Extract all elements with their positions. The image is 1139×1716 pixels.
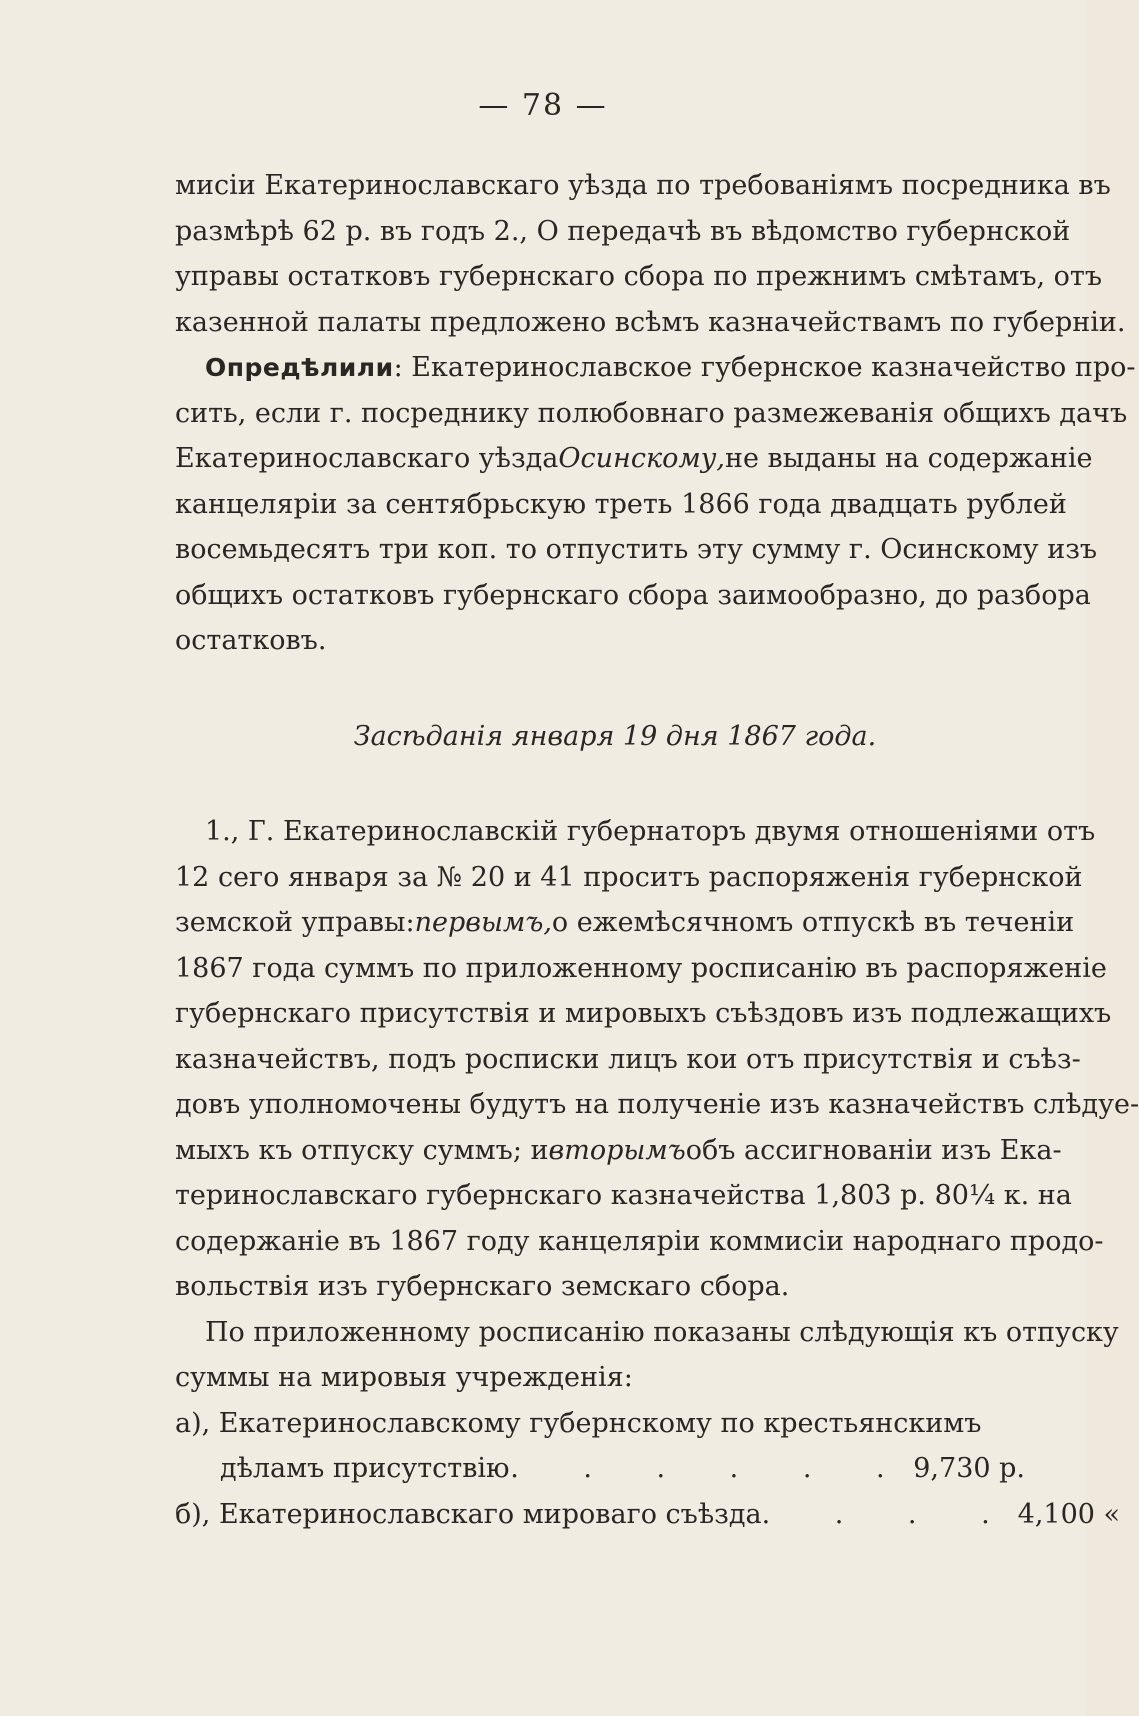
resolution-first-line: Опредѣлили: Екатеринославское губернское казначейство про-: [205, 352, 1136, 383]
text-line: мыхъ къ отпуску суммъ; и вторымъ объ ассигнованіи изъ Ека-: [175, 1134, 1062, 1166]
leader-dots: . . . .: [761, 1498, 1018, 1530]
amount: 9,730 р.: [913, 1453, 1025, 1484]
text-line: казначействъ, подъ росписки лицъ кои отъ присутствія и съѣз-: [175, 1043, 1081, 1075]
text-line: довъ уполномочены будутъ на полученіе изъ казначействъ слѣдуе-: [175, 1089, 1139, 1120]
text-line: земской управы: первымъ, о ежемѣсячномъ отпускѣ въ теченіи: [175, 907, 1075, 938]
text-line: восемьдесятъ три коп. то отпустить эту сумму г. Осинскому изъ: [175, 534, 1098, 565]
text-line: 12 сего января за № 20 и 41 проситъ распоряженія губернской: [175, 861, 1083, 893]
text-line: губернскаго присутствія и мировыхъ съѣздовъ изъ подлежащихъ: [175, 998, 1112, 1029]
text-line: управы остатковъ губернскаго сбора по прежнимъ смѣтамъ, отъ: [175, 261, 1103, 292]
amount: 4,100 «: [1017, 1498, 1121, 1530]
text-line: суммы на мировыя учрежденія:: [175, 1362, 633, 1393]
italic-name: Осинскому,: [558, 443, 725, 474]
session-heading: Засѣданія января 19 дня 1867 года.: [353, 720, 877, 752]
list-item-a: а), Екатеринославскому губернскому по крестьянскимъ: [175, 1407, 982, 1439]
list-item-b: б), Екатеринославскаго мироваго съѣзда . . . . 4,100 «: [175, 1498, 1121, 1530]
resolution-label: Опредѣлили: [205, 353, 394, 382]
text-line: Екатеринославскаго уѣзда Осинскому, не выданы на содержаніе: [175, 443, 1093, 474]
leader-dots: . . . . . .: [510, 1453, 913, 1484]
list-item-a-amount-line: дѣламъ присутствію . . . . . . 9,730 р.: [220, 1453, 1025, 1484]
italic-word: первымъ,: [414, 907, 552, 938]
text-line: размѣрѣ 62 р. въ годъ 2., О передачѣ въ вѣдомство губернской: [175, 215, 1071, 247]
text-line: 1867 года суммъ по приложенному росписанію въ распоряженіе: [175, 952, 1107, 984]
body-text: [175, 170, 1139, 1544]
text-line: казенной палаты предложено всѣмъ казначействамъ по губерніи.: [175, 306, 1126, 338]
text-line: остатковъ.: [175, 625, 327, 656]
text-line: По приложенному росписанію показаны слѣдующія къ отпуску: [205, 1316, 1119, 1348]
text-line: теринославскаго губернскаго казначейства 1,803 р. 80¼ к. на: [175, 1180, 1072, 1211]
text-line: канцеляріи за сентябрьскую треть 1866 года двадцать рублей: [175, 488, 1067, 520]
text-line: общихъ остатковъ губернскаго сбора заимообразно, до разбора: [175, 579, 1091, 611]
italic-word: вторымъ: [548, 1134, 686, 1166]
text-line: содержаніе въ 1867 году канцеляріи коммисіи народнаго продо-: [175, 1225, 1104, 1257]
text-line: вольствія изъ губернскаго земскаго сбора.: [175, 1271, 790, 1302]
text-line: сить, если г. посреднику полюбовнаго размежеванія общихъ дачъ: [175, 397, 1128, 429]
text-line: 1., Г. Екатеринославскій губернаторъ двумя отношеніями отъ: [205, 816, 1096, 847]
page-number: — 78 —: [478, 88, 608, 123]
text-line: мисіи Екатеринославскаго уѣзда по требованіямъ посредника въ: [175, 170, 1111, 201]
